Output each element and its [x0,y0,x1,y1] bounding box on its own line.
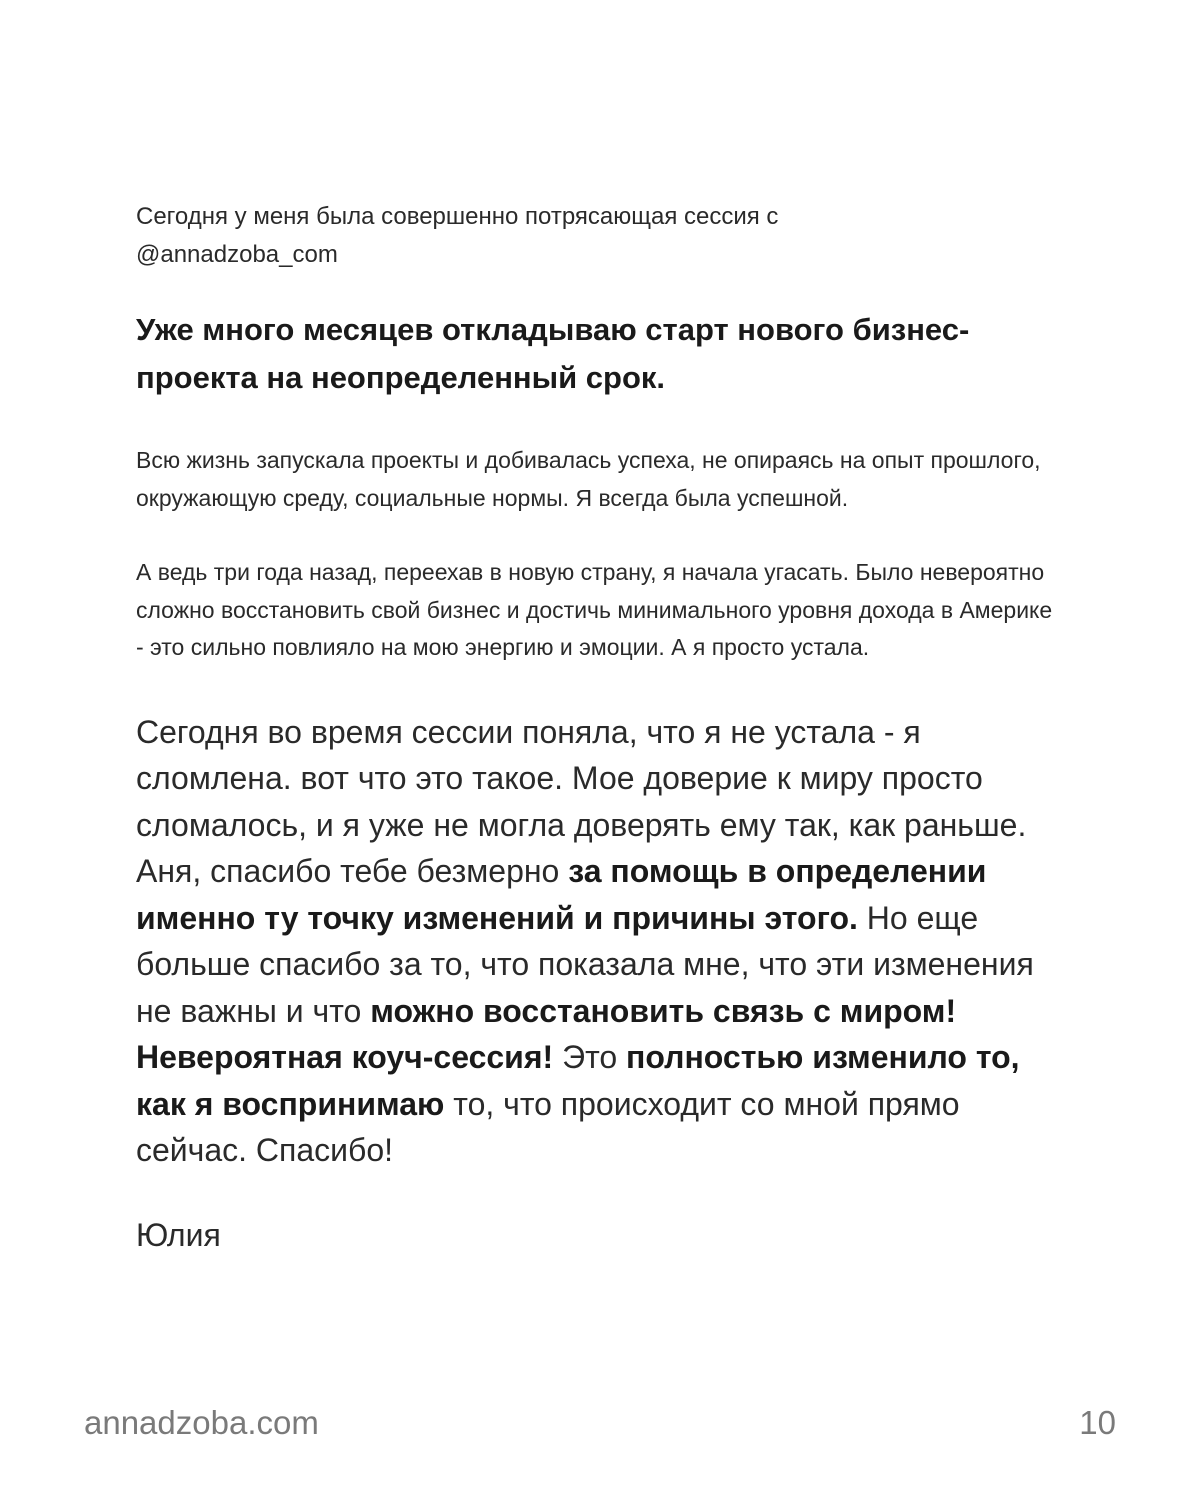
main-text-emphasis: можно восстановить связь с миром! Невероятная коуч-сессия! [136,992,957,1075]
testimonial-body [136,198,1066,1258]
paragraph-background: Всю жизнь запускала проекты и добивалась успеха, не опираясь на опыт прошлого, окружающую среду, социальные нормы. Я всегда была успешной. [136,447,1041,511]
footer-website: annadzoba.com [84,1404,319,1441]
instagram-handle: @annadzoba_com [136,241,338,268]
intro-text [136,198,1066,274]
main-text-segment: Но еще больше спасибо за то, что показала мне, что эти изменения не важны и что [136,899,1034,1029]
main-text-segment: Сегодня во время сессии поняла, что я не устала - я сломлена. вот что это такое. Мое доверие к миру просто сломалось, и я уже не могла доверять ему так, как раньше. Аня, спасибо тебе безмерно [136,713,1027,889]
main-text-emphasis: полностью изменило то, как я воспринимаю [136,1039,1020,1122]
intro-line: Сегодня у меня была совершенно потрясающая сессия с [136,203,779,230]
testimonial-headline: Уже много месяцев откладываю старт нового бизнес-проекта на неопределенный срок. [136,312,970,395]
main-text-segment: то, что происходит со мной прямо сейчас. Спасибо! [136,1085,960,1168]
main-text-segment: Это [553,1039,627,1075]
main-testimonial [136,709,1066,1174]
main-text-emphasis: за помощь в определении именно ту точку изменений и причины этого. [136,853,987,936]
author-signature: Юлия [136,1216,221,1253]
paragraph-struggle: А ведь три года назад, переехав в новую страну, я начала угасать. Было невероятно сложно восстановить свой бизнес и достичь минимального уровня дохода в Америке - это сильно повлияло на мою энергию и эмоции. А я просто устала. [136,559,1053,660]
page-number: 10 [1079,1404,1116,1441]
